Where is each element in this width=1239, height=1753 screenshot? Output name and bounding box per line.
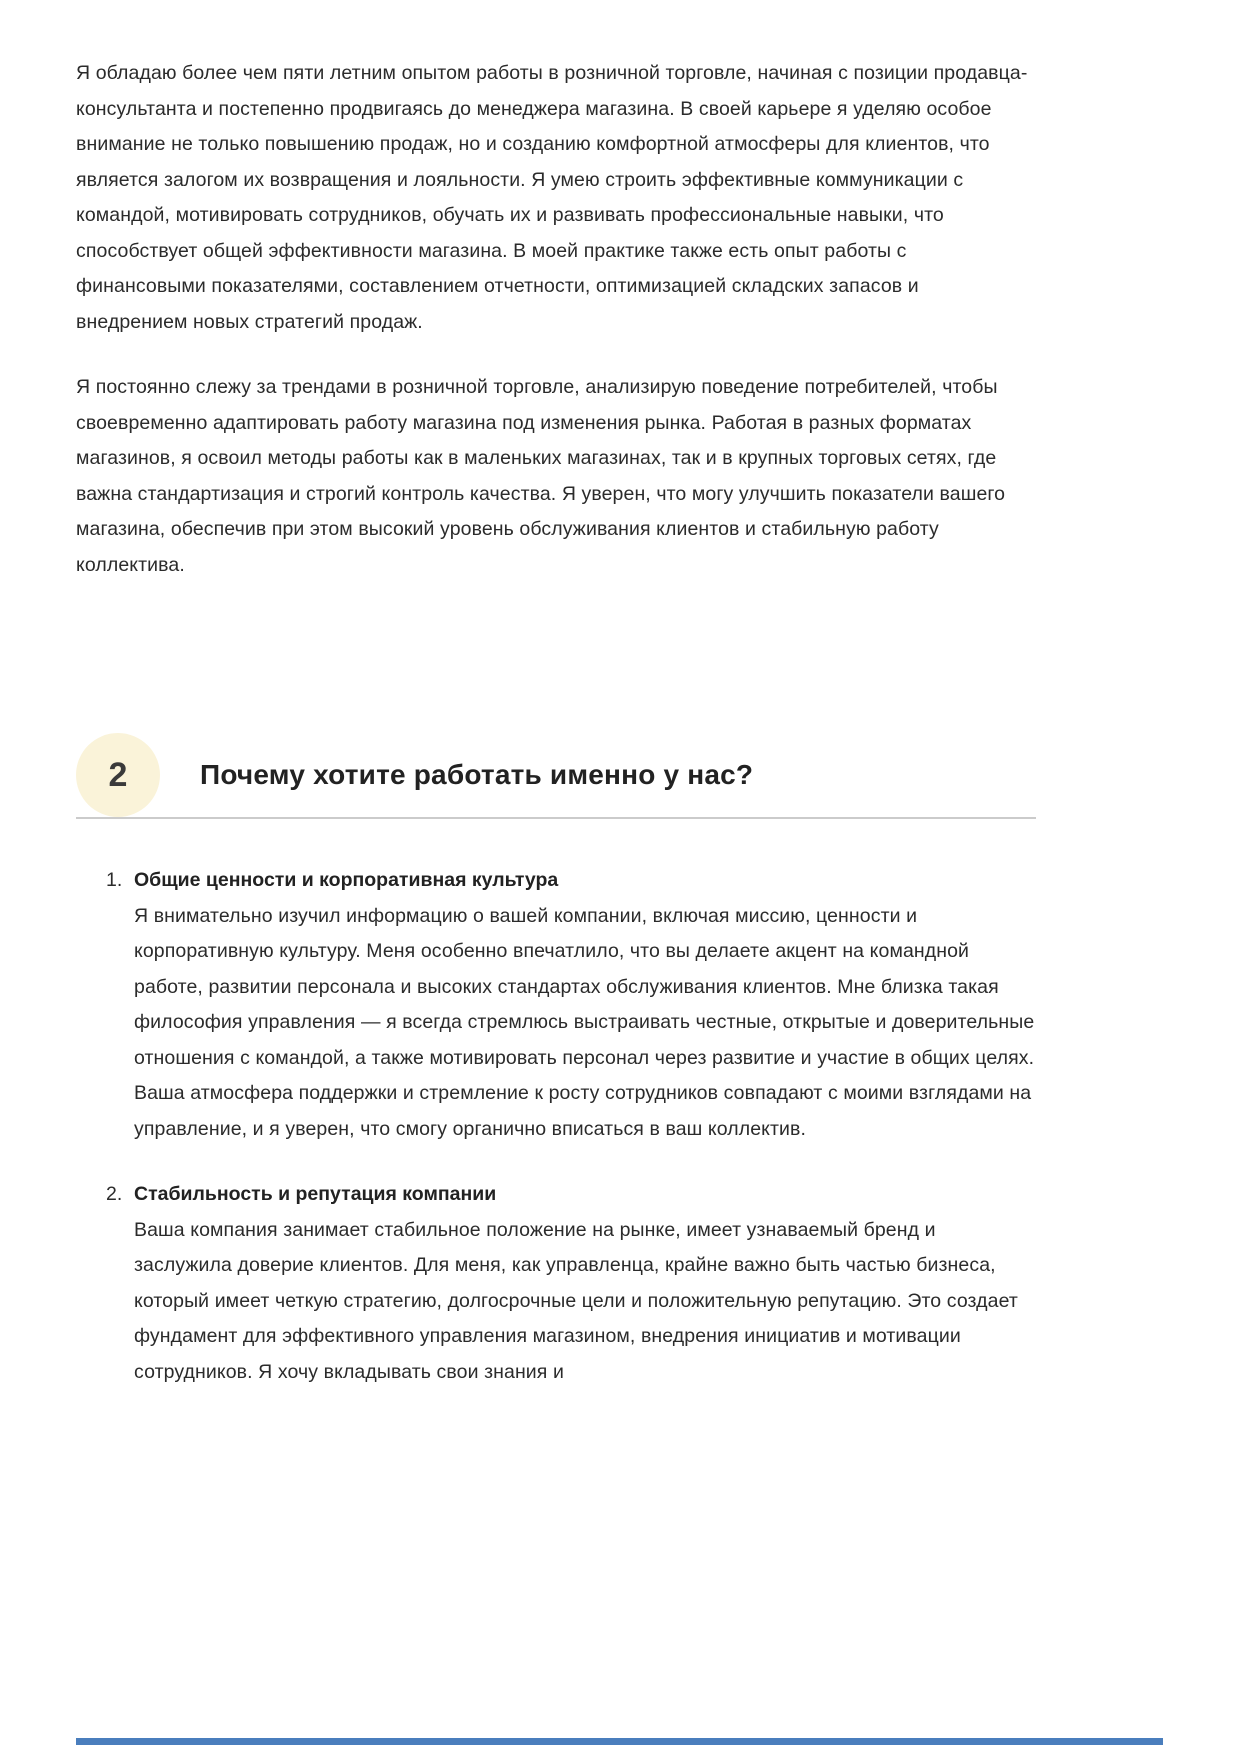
section-number-badge [76, 733, 160, 817]
list-item-title: Общие ценности и корпоративная культура [134, 869, 559, 891]
section-number: 2 [108, 755, 128, 794]
answers-list [76, 863, 1040, 1390]
list-item-number: 1. [106, 869, 123, 891]
list-item [106, 1177, 1040, 1390]
list-item-body [134, 1177, 1036, 1390]
list-item-text: Я внимательно изучил информацию о вашей компании, включая миссию, ценности и корпоративную культуру. Меня особенно впечатлило, что вы делаете акцент на командной работе, развитии персонала и высоких стандартах обслуживания клиентов. Мне близка такая философия управления — я всегда стремлюсь выстраивать честные, открытые и доверительные отношения с командой, а также мотивировать персонал через развитие и участие в общих целях. Ваша атмосфера поддержки и стремление к росту сотрудников совпадают с моими взглядами на управление, и я уверен, что смогу органично вписаться в ваш коллектив. [134, 904, 1035, 1140]
section-title: Почему хотите работать именно у нас? [200, 759, 754, 790]
section-divider [76, 817, 1036, 819]
intro-paragraph-2: Я постоянно слежу за трендами в розничной торговле, анализирую поведение потребителей, чтобы своевременно адаптировать работу магазина под изменения рынка. Работая в разных форматах магазинов, я освоил методы работы как в маленьких магазинах, так и в крупных торговых сетях, где важна стандартизация и строгий контроль качества. Я уверен, что могу улучшить показатели вашего магазина, обеспечив при этом высокий уровень обслуживания клиентов и стабильную работу коллектива. [76, 376, 1006, 576]
list-item-text: Ваша компания занимает стабильное положение на рынке, имеет узнаваемый бренд и заслужила доверие клиентов. Для меня, как управленца, крайне важно быть частью бизнеса, который имеет четкую стратегию, долгосрочные цели и положительную репутацию. Это создает фундамент для эффективного управления магазином, внедрения инициатив и мотивации сотрудников. Я хочу вкладывать свои знания и [134, 1218, 1018, 1383]
page-bottom-accent-bar [76, 1738, 1163, 1745]
list-item-title: Стабильность и репутация компании [134, 1183, 497, 1205]
list-item [106, 863, 1040, 1147]
intro-paragraph-1: Я обладаю более чем пяти летним опытом работы в розничной торговле, начиная с позиции продавца-консультанта и постепенно продвигаясь до менеджера магазина. В своей карьере я уделяю особое внимание не только повышению продаж, но и созданию комфортной атмосферы для клиентов, что является залогом их возвращения и лояльности. Я умею строить эффективные коммуникации с командой, мотивировать сотрудников, обучать их и развивать профессиональные навыки, что способствует общей эффективности магазина. В моей практике также есть опыт работы с финансовыми показателями, составлением отчетности, оптимизацией складских запасов и внедрением новых стратегий продаж. [76, 62, 1028, 333]
list-item-body [134, 863, 1036, 1147]
section-header [76, 733, 1040, 817]
list-item-number: 2. [106, 1183, 123, 1205]
